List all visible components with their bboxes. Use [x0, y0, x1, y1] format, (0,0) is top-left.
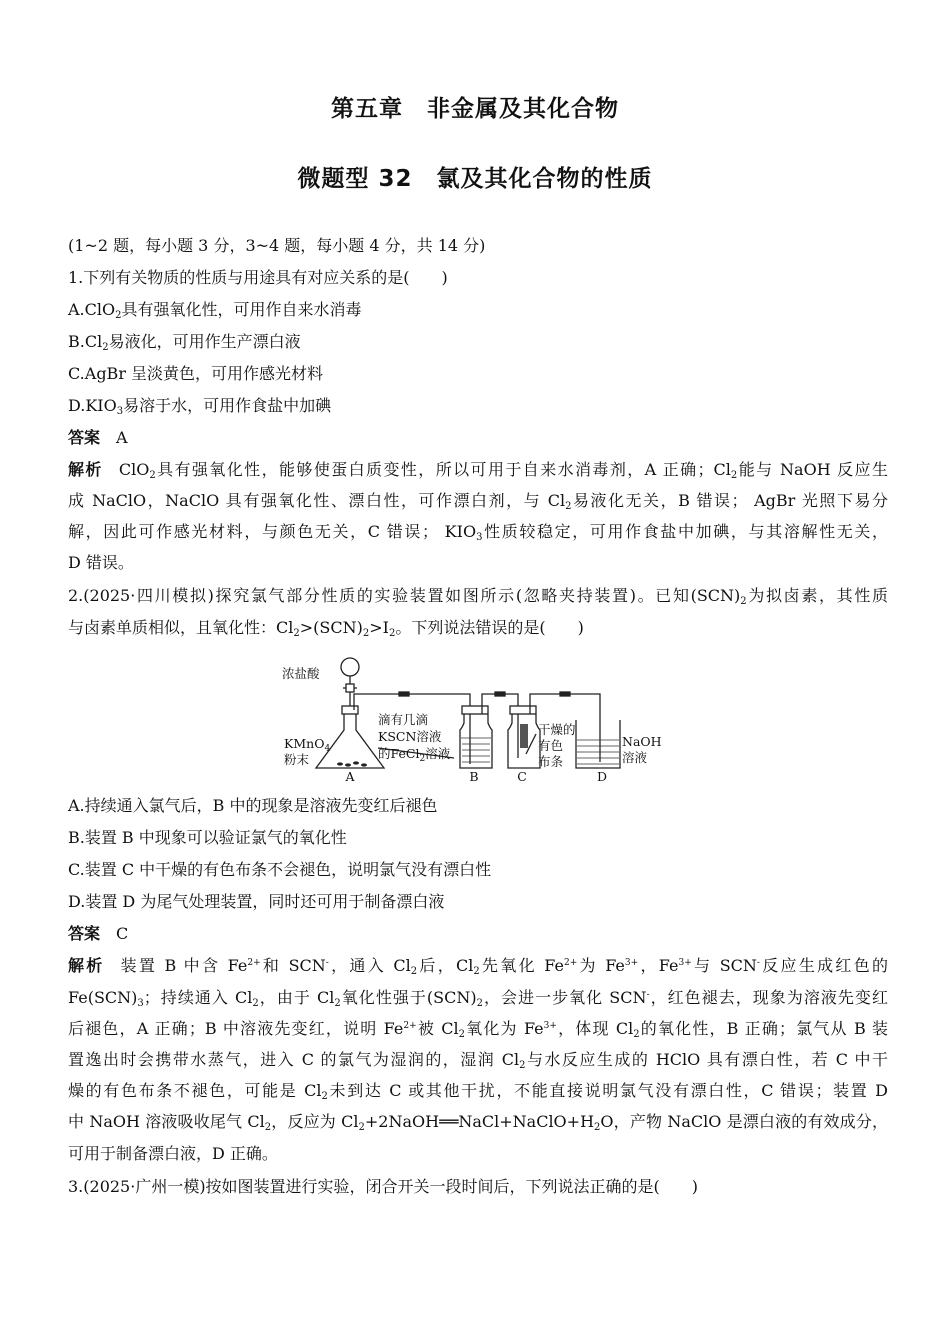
text-segment: ，Fe	[638, 956, 679, 975]
label-conc-hcl: 浓盐酸	[282, 666, 320, 681]
text-segment: 与 SCN	[691, 956, 757, 975]
ion-charge: -	[646, 990, 650, 1000]
subscript: 2	[458, 1029, 465, 1040]
q1-option-d: $D.KIO_3$易溶于水，可用作食盐中加碘	[68, 396, 332, 417]
subscript: 2	[252, 998, 259, 1009]
q2-analysis-line-6	[68, 1112, 888, 1132]
label-d-line-2: 溶液	[622, 750, 648, 765]
q2-analysis-line-1: 解析 装置 B 中含 $Fe^{2+}$和 SCN-，通入 $Cl_2$后，$Cl_2$先氧化 $Fe^{2+}$为 $Fe^{3+}$，$Fe^{3+}$与 SCN-反应生成红色的	[68, 956, 888, 977]
label-c-line-3: 布条	[538, 754, 564, 769]
q1-analysis-line-2: 成 NaClO，NaClO 具有强氧化性、漂白性，可作漂白剂，与 $Cl_2$易液化无关，B 错误； AgBr 光照下易分	[68, 491, 888, 512]
label-c-line-1: 干燥的	[538, 722, 576, 737]
text-segment: ，反应为 Cl	[271, 1112, 359, 1131]
label-kmno4: KMnO$_4$	[284, 736, 331, 754]
text-segment: 氧化性强于(SCN)	[340, 988, 477, 1007]
text-segment: 氧化为 Fe	[465, 1019, 544, 1038]
ion-charge: -	[756, 958, 760, 968]
text-segment: 未到达 C 或其他干扰，不能直接说明氯气没有漂白性，C 错误；装置 D	[327, 1081, 888, 1100]
q3-stem: 3.(2025·广州一模)按如图装置进行实验，闭合开关一段时间后，下列说法正确的是( )	[68, 1177, 699, 1196]
q2-option-d: D.装置 D 为尾气处理装置，同时还可用于制备漂白液	[68, 892, 445, 911]
subscript: 2	[410, 966, 418, 977]
q2-analysis-line-4	[68, 1050, 888, 1070]
label-b-line-1: 滴有几滴	[378, 712, 429, 727]
q2-stem-line-2: 与卤素单质相似，且氧化性：$Cl_2>(SCN)_2>I_2$。下列说法错误的是( )	[68, 618, 584, 639]
label-b: B	[469, 769, 479, 784]
q2-option-b: B.装置 B 中现象可以验证氯气的氧化性	[68, 828, 347, 847]
ion-charge: 3+	[678, 958, 692, 968]
ion-charge: 2+	[403, 1021, 417, 1031]
q1-stem: 1.下列有关物质的性质与用途具有对应关系的是( )	[68, 268, 448, 287]
q2-analysis-line-3	[68, 1019, 888, 1039]
label-b-line-3: 的FeCl$_2$溶液	[378, 746, 451, 764]
text-segment: 为 Fe	[577, 956, 625, 975]
subscript: 3	[137, 998, 144, 1009]
text-segment: ，由于 Cl	[258, 988, 335, 1007]
ion-charge: 3+	[624, 958, 639, 968]
q2-stem-line-1: 2.(2025·四川模拟)探究氯气部分性质的实验装置如图所示(忽略夹持装置)。已知$(SCN)_2$为拟卤素，其性质	[68, 586, 888, 607]
text-segment: 先氧化 Fe	[479, 956, 564, 975]
text-segment: +2NaOH══NaCl+NaClO+H	[364, 1112, 595, 1131]
q2-analysis-line-5	[68, 1081, 888, 1101]
q1-analysis-line-3: 解，因此可作感光材料，与颜色无关，C 错误； $KIO_3$性质较稳定，可用作食盐中加碘，与其溶解性无关，	[68, 522, 888, 543]
label-d: D	[596, 769, 608, 784]
text-segment: ；持续通入 Cl	[143, 988, 253, 1007]
text-segment: 装置 B 中含 Fe	[120, 956, 248, 975]
text-segment: 后，Cl	[417, 956, 474, 975]
ion-charge: 2+	[247, 958, 261, 968]
text-segment: 与水反应生成的 HClO 具有漂白性，若 C 中干	[525, 1050, 888, 1069]
section-title: 微题型 32 氯及其化合物的性质	[297, 166, 653, 192]
q2-option-c: C.装置 C 中干燥的有色布条不会褪色，说明氯气没有漂白性	[68, 860, 492, 879]
q1-option-a: A.ClO$_2$具有强氧化性，可用作自来水消毒	[68, 300, 362, 321]
text-segment: 置逸出时会携带水蒸气，进入 C 的氯气为湿润的，湿润 Cl	[68, 1050, 520, 1069]
text-segment: Fe(SCN)	[68, 988, 138, 1007]
text-segment: ，会进一步氧化 SCN	[482, 988, 647, 1007]
subscript: 2	[476, 998, 483, 1009]
subscript: 2	[321, 1091, 328, 1102]
text-segment: ，通入 Cl	[328, 956, 411, 975]
label-a: A	[345, 769, 355, 784]
subscript: 2	[633, 1029, 640, 1040]
score-note: (1~2 题，每小题 3 分，3~4 题，每小题 4 分，共 14 分)	[68, 236, 486, 255]
q2-option-a: A.持续通入氯气后，B 中的现象是溶液先变红后褪色	[68, 796, 438, 815]
text-segment: 被 Cl	[416, 1019, 459, 1038]
ion-charge: 2+	[563, 958, 578, 968]
subscript: 2	[519, 1060, 526, 1071]
label-c-line-2: 有色	[538, 738, 564, 753]
q1-analysis-line-4: D 错误。	[68, 553, 134, 572]
chapter-title: 第五章 非金属及其化合物	[331, 96, 619, 122]
q1-answer: 答案 A	[68, 428, 128, 447]
q1-option-b: $B.Cl_2$易液化，可用作生产漂白液	[68, 332, 301, 353]
text-segment: 中 NaOH 溶液吸收尾气 Cl	[68, 1112, 265, 1131]
subscript: 2	[334, 998, 341, 1009]
q1-analysis-line-1: 解析 ClO$_2$具有强氧化性，能够使蛋白质变性，所以可用于自来水消毒剂，A 正确；$Cl_2$能与 NaOH 反应生	[68, 460, 888, 481]
q1-option-c: C.AgBr 呈淡黄色，可用作感光材料	[68, 364, 324, 383]
text-segment: 的氧化性，B 正确；氯气从 B 装	[639, 1019, 888, 1038]
q2-answer: 答案 C	[68, 924, 129, 943]
apparatus-diagram	[280, 650, 665, 785]
text-segment: 后褪色，A 正确；B 中溶液先变红，说明 Fe	[68, 1019, 404, 1038]
label-b-line-2: KSCN溶液	[378, 729, 442, 744]
label-d-line-1: NaOH	[622, 734, 662, 749]
ion-charge: -	[325, 958, 329, 968]
label-c: C	[517, 769, 527, 784]
label-powder: 粉末	[284, 752, 310, 767]
ion-charge: 3+	[543, 1021, 557, 1031]
subscript: 2	[264, 1122, 272, 1133]
subscript: 2	[594, 1122, 601, 1133]
text-segment: 反应生成红色的	[759, 956, 888, 975]
text-segment: O，产物 NaClO 是漂白液的有效成分，	[600, 1112, 889, 1131]
subscript: 2	[358, 1122, 365, 1133]
text-segment: ，体现 Cl	[556, 1019, 634, 1038]
text-segment: ，红色褪去，现象为溶液先变红	[649, 988, 888, 1007]
subscript: 2	[473, 966, 480, 977]
text-segment: 和 SCN	[260, 956, 326, 975]
q2-analysis-line-7: 可用于制备漂白液，D 正确。	[68, 1144, 278, 1163]
text-segment: 燥的有色布条不褪色，可能是 Cl	[68, 1081, 322, 1100]
q2-analysis-line-2	[68, 988, 888, 1008]
